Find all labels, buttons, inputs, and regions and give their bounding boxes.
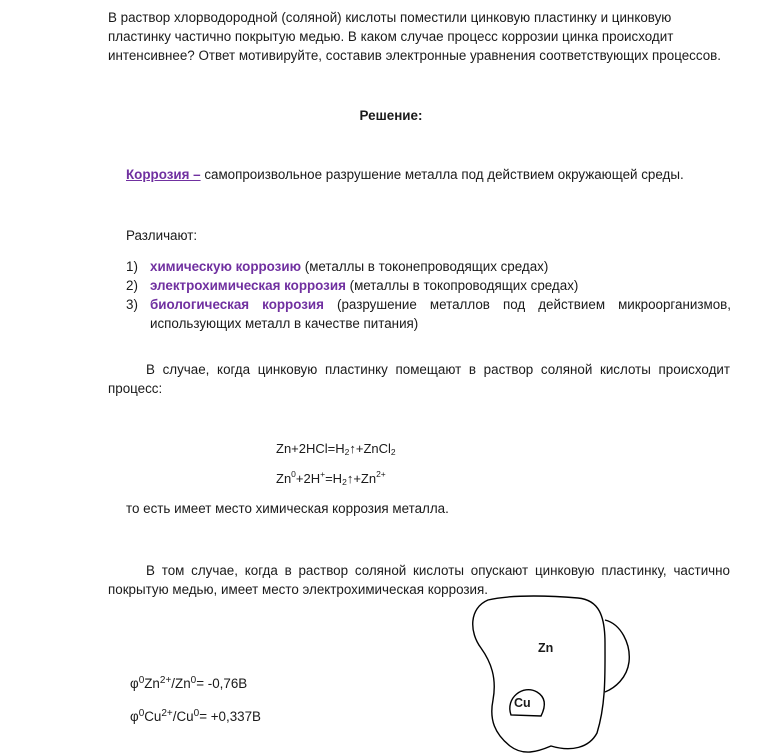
list-desc: (металлы в токопроводящих средах) bbox=[345, 278, 579, 293]
list-item bbox=[126, 276, 731, 295]
equation-1 bbox=[276, 441, 396, 456]
eq-sup: 0 bbox=[190, 675, 197, 686]
gas-arrow-icon: ↑ bbox=[349, 441, 356, 456]
list-term: электрохимическая коррозия bbox=[150, 278, 346, 293]
corrosion-types-list bbox=[126, 257, 731, 333]
list-number: 1) bbox=[126, 259, 138, 274]
case1-line: процесс: bbox=[108, 381, 163, 396]
eq-part: /Cu bbox=[172, 709, 194, 724]
definition-text: самопроизвольное разрушение металла под действием окружающей среды. bbox=[200, 167, 684, 182]
phi-symbol: φ bbox=[130, 676, 139, 691]
eq-part: Zn bbox=[144, 676, 160, 691]
equation-2 bbox=[276, 471, 386, 486]
eq-sup: 0 bbox=[138, 708, 145, 719]
definition-term: Коррозия – bbox=[126, 167, 201, 182]
case1-line: В случае, когда цинковую пластинку помещают в раствор соляной кислоты происходит bbox=[146, 362, 730, 377]
eq-sup: + bbox=[320, 469, 326, 479]
list-item bbox=[126, 295, 731, 333]
eq-sup: 2+ bbox=[161, 708, 173, 719]
list-item bbox=[126, 257, 731, 276]
task-line: интенсивнее? Ответ мотивируйте, составив электронные уравнения соответствующих процессов. bbox=[108, 48, 721, 63]
zinc-plate-diagram bbox=[455, 588, 640, 754]
potential-value: = -0,76В bbox=[196, 676, 248, 691]
phi-symbol: φ bbox=[130, 709, 139, 724]
potential-cu bbox=[130, 709, 261, 724]
eq-part: Zn+2HCl=H bbox=[276, 441, 345, 456]
eq-part: Cu bbox=[144, 709, 162, 724]
cu-label: Cu bbox=[514, 696, 531, 710]
list-number: 3) bbox=[126, 297, 138, 312]
list-desc-continuation: использующих металл в качестве питания) bbox=[150, 316, 419, 331]
task-line: В раствор хлорводородной (соляной) кислоты поместили цинковую пластинку и цинковую bbox=[108, 10, 672, 25]
eq-part: +ZnCl bbox=[355, 441, 391, 456]
eq-part: +2H bbox=[295, 471, 321, 486]
eq-sub: 2 bbox=[390, 447, 396, 457]
case1-paragraph bbox=[108, 360, 730, 398]
zinc-plate-outline bbox=[473, 596, 605, 752]
solution-heading: Решение: bbox=[359, 108, 423, 123]
eq-sup: 2+ bbox=[159, 675, 172, 686]
task-line: пластинку частично покрытую медью. В каком случае процесс коррозии цинка происходит bbox=[108, 29, 674, 44]
zinc-plate-lobe bbox=[605, 620, 629, 692]
task-statement bbox=[108, 8, 748, 65]
conclusion-1: то есть имеет место химическая коррозия металла. bbox=[126, 501, 449, 516]
eq-part: /Zn bbox=[171, 676, 191, 691]
list-term: химическую коррозию bbox=[150, 259, 302, 274]
list-number: 2) bbox=[126, 278, 138, 293]
list-desc: (разрушение металлов под действием микроорганизмов, bbox=[337, 297, 731, 312]
list-term: биологическая коррозия bbox=[150, 297, 324, 312]
list-desc: (металлы в токонепроводящих средах) bbox=[301, 259, 549, 274]
eq-part: =H bbox=[325, 471, 343, 486]
eq-sup: 0 bbox=[138, 675, 145, 686]
eq-sub: 2 bbox=[342, 477, 347, 487]
potential-zn bbox=[130, 676, 247, 691]
gas-arrow-icon: ↑ bbox=[346, 471, 354, 486]
case2-line: покрытую медью, имеет место электрохимическая коррозия. bbox=[108, 582, 488, 597]
eq-sub: 2 bbox=[344, 447, 350, 457]
eq-sup: 2+ bbox=[376, 469, 386, 479]
eq-part: +Zn bbox=[353, 471, 377, 486]
eq-sup: 0 bbox=[291, 469, 296, 479]
corrosion-definition bbox=[126, 167, 684, 182]
potential-value: = +0,337В bbox=[199, 709, 261, 724]
eq-part: Zn bbox=[276, 471, 292, 486]
eq-sup: 0 bbox=[193, 708, 200, 719]
zn-label: Zn bbox=[538, 641, 554, 655]
distinguish-label: Различают: bbox=[126, 228, 198, 243]
list-item-line bbox=[150, 295, 731, 314]
case2-line: В том случае, когда в раствор соляной кислоты опускают цинковую пластинку, частично bbox=[146, 563, 730, 578]
